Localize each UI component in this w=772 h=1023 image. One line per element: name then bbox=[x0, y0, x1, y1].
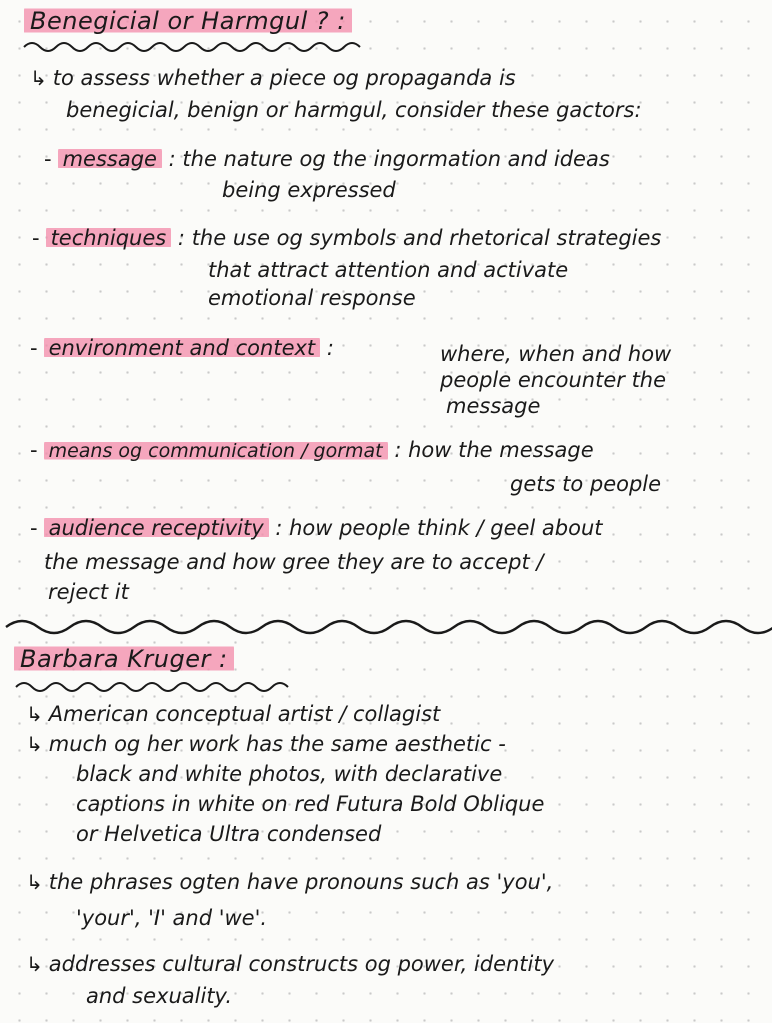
kruger-point-3 bbox=[26, 868, 553, 896]
factor-term: message bbox=[58, 147, 162, 171]
curved-arrow-icon: ↳ bbox=[26, 870, 43, 894]
factor-definition: the use og symbols and rhetorical strategies bbox=[191, 226, 662, 250]
factor-techniques-def-3: emotional response bbox=[208, 286, 416, 310]
kruger-point-3-text: the phrases ogten have pronouns such as 'you', bbox=[48, 870, 554, 894]
factor-environment-def-2: people encounter the bbox=[440, 368, 667, 392]
factor-term: means og communication / gormat bbox=[44, 440, 388, 462]
heading-underline-squiggle bbox=[24, 40, 374, 54]
kruger-point-4-text: addresses cultural constructs og power, identity bbox=[48, 952, 555, 976]
factor-means-of-communication bbox=[30, 436, 594, 465]
kruger-point-2-text: much og her work has the same aesthetic - bbox=[48, 732, 506, 756]
curved-arrow-icon: ↳ bbox=[30, 66, 47, 90]
factor-audience-def-2: the message and how gree they are to accept / bbox=[44, 550, 544, 574]
heading-underline-squiggle bbox=[16, 680, 288, 694]
factor-separator: : bbox=[326, 336, 334, 360]
kruger-point-2c: captions in white on red Futura Bold Oblique bbox=[76, 792, 545, 816]
squiggle-path bbox=[16, 683, 288, 691]
factor-environment-context bbox=[30, 334, 334, 362]
factor-techniques-def-2: that attract attention and activate bbox=[208, 258, 569, 282]
factor-definition: how the message bbox=[408, 438, 594, 462]
factor-audience-receptivity bbox=[30, 514, 603, 542]
factor-message bbox=[44, 145, 610, 173]
factor-environment-def-1: where, when and how bbox=[440, 342, 672, 366]
dash-bullet: - bbox=[30, 438, 38, 462]
curved-arrow-icon: ↳ bbox=[26, 952, 43, 976]
factor-separator: : bbox=[168, 147, 176, 171]
kruger-point-1 bbox=[26, 700, 440, 728]
kruger-point-2 bbox=[26, 730, 506, 758]
dash-bullet: - bbox=[44, 147, 52, 171]
factor-term: audience receptivity bbox=[44, 516, 269, 540]
factor-environment-def-3: message bbox=[446, 394, 541, 418]
section-title-barbara-kruger: Barbara Kruger : bbox=[14, 644, 234, 674]
factor-separator: : bbox=[275, 516, 283, 540]
kruger-point-3b: 'your', 'I' and 'we'. bbox=[76, 906, 268, 930]
factor-separator: : bbox=[177, 226, 185, 250]
curved-arrow-icon: ↳ bbox=[26, 732, 43, 756]
kruger-point-2d: or Helvetica Ultra condensed bbox=[76, 822, 382, 846]
dash-bullet: - bbox=[32, 226, 40, 250]
factor-term: environment and context bbox=[44, 336, 321, 360]
factor-techniques bbox=[32, 224, 661, 252]
section-title-beneficial-or-harmful: Benegicial or Harmgul ? : bbox=[24, 6, 352, 36]
wavy-line-icon bbox=[6, 618, 766, 636]
intro-line-1 bbox=[30, 64, 516, 92]
kruger-point-4 bbox=[26, 950, 554, 978]
factor-audience-def-3: reject it bbox=[48, 580, 129, 604]
intro-line-2: benegicial, benign or harmgul, consider these gactors: bbox=[66, 98, 642, 122]
factor-separator: : bbox=[394, 438, 402, 462]
kruger-point-1-text: American conceptual artist / collagist bbox=[48, 702, 441, 726]
kruger-point-2b: black and white photos, with declarative bbox=[76, 762, 503, 786]
curved-arrow-icon: ↳ bbox=[26, 702, 43, 726]
divider-path bbox=[6, 621, 772, 633]
factor-means-def-2: gets to people bbox=[510, 472, 662, 496]
kruger-point-4b: and sexuality. bbox=[86, 984, 233, 1008]
factor-message-def-2: being expressed bbox=[222, 178, 396, 202]
dash-bullet: - bbox=[30, 516, 38, 540]
factor-definition: how people think / geel about bbox=[289, 516, 603, 540]
intro-text-1: to assess whether a piece og propaganda is bbox=[52, 66, 516, 90]
factor-definition: the nature og the ingormation and ideas bbox=[182, 147, 610, 171]
dash-bullet: - bbox=[30, 336, 38, 360]
factor-term: techniques bbox=[46, 226, 172, 250]
squiggle-path bbox=[24, 43, 360, 51]
